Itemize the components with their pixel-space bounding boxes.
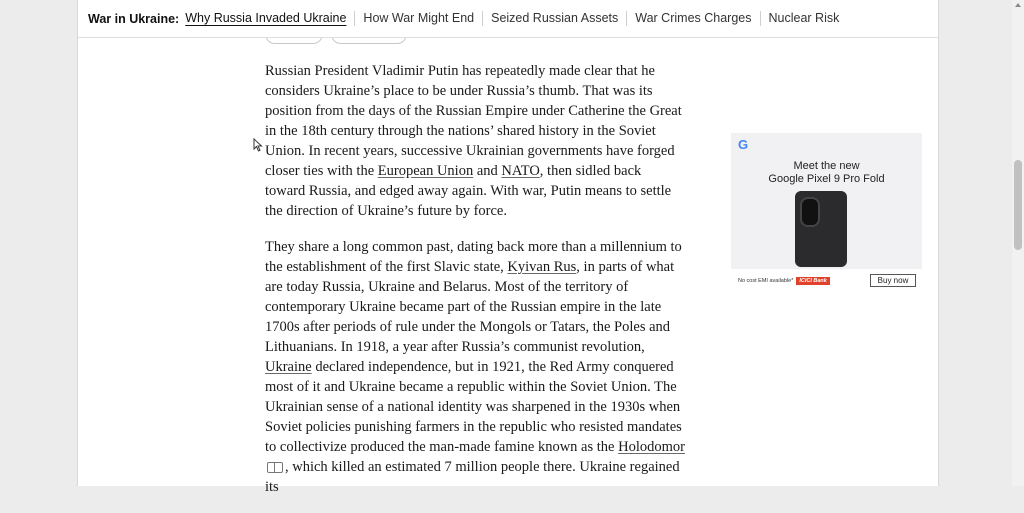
- topic-link-seized-assets[interactable]: Seized Russian Assets: [482, 11, 626, 26]
- buy-now-button[interactable]: Buy now: [870, 274, 916, 287]
- topic-link-why-russia-invaded[interactable]: Why Russia Invaded Ukraine: [185, 11, 347, 25]
- google-logo-icon: G: [738, 137, 749, 152]
- topic-link-nuclear-risk[interactable]: Nuclear Risk: [760, 11, 848, 26]
- p2-text-3: declared independence, but in 1921, the Red Army conquered most of it and Ukraine became a republic within the Soviet Union. The Ukrainian sense of a national identity was sharpened in the 1930s when Soviet policies punishing farmers in the republic who resisted mandates to collectivize produced the man-made famine known as the: [265, 359, 682, 455]
- scroll-up-icon[interactable]: [1015, 3, 1021, 7]
- link-nato[interactable]: NATO: [501, 163, 540, 179]
- page-container: [77, 0, 939, 495]
- link-european-union[interactable]: European Union: [377, 163, 474, 179]
- p1-text-2: and: [473, 163, 502, 179]
- scrollbar-thumb[interactable]: [1014, 160, 1022, 250]
- ad-emi-text: No cost EMI available*: [738, 277, 794, 284]
- p2-text-2: , in parts of what are today Russia, Ukraine and Belarus. Most of the territory of contemporary Ukraine became part of the Russian empire in the late 1700s after periods of rule under the Mongols or Tatars, the Poles and Lithuanians. In 1918, a year after Russia’s communist revolution,: [265, 259, 675, 355]
- advertisement[interactable]: [731, 133, 922, 292]
- mouse-cursor-icon: [253, 138, 263, 152]
- ad-headline-line1: Meet the new: [793, 160, 860, 172]
- topic-nav-bar: [78, 0, 938, 38]
- topic-link-war-crimes[interactable]: War Crimes Charges: [626, 11, 759, 26]
- topic-nav-lead: War in Ukraine:: [88, 11, 180, 26]
- paragraph-1: [265, 61, 685, 221]
- book-icon: [267, 462, 283, 473]
- article-body: [265, 61, 685, 513]
- ad-footer: [731, 269, 922, 292]
- paragraph-2: [265, 237, 685, 497]
- bank-logo: ICICI Bank: [796, 277, 830, 285]
- ad-image-panel[interactable]: [731, 133, 922, 269]
- p2-text-4: , which killed an estimated 7 million people there. Ukraine regained its: [265, 459, 680, 495]
- p2-text-1: They share a long common past, dating back more than a millennium to the establishment of the first Slavic state,: [265, 239, 682, 275]
- link-holodomor[interactable]: Holodomor: [618, 439, 685, 455]
- p1-text-1: Russian President Vladimir Putin has repeatedly made clear that he considers Ukraine’s place to be under Russia’s thumb. That was its position from the days of the Russian Empire under Catherine the Great in the 18th century through the nations’ shared history in the Soviet Union. In recent years, successive Ukrainian governments have forged closer ties with the: [265, 63, 682, 179]
- p1-text-3: , then sidled back toward Russia, and edged away again. With war, Putin means to settle the direction of Ukraine’s future by force.: [265, 163, 672, 219]
- page-scrollbar[interactable]: [1012, 0, 1024, 486]
- link-ukraine[interactable]: Ukraine: [265, 359, 312, 375]
- link-kyivan-rus[interactable]: Kyivan Rus: [507, 259, 577, 275]
- phone-camera: [800, 197, 820, 227]
- ad-headline-line2: Google Pixel 9 Pro Fold: [768, 173, 885, 185]
- ad-headline: [731, 160, 922, 186]
- topic-link-how-war-might-end[interactable]: How War Might End: [354, 11, 482, 26]
